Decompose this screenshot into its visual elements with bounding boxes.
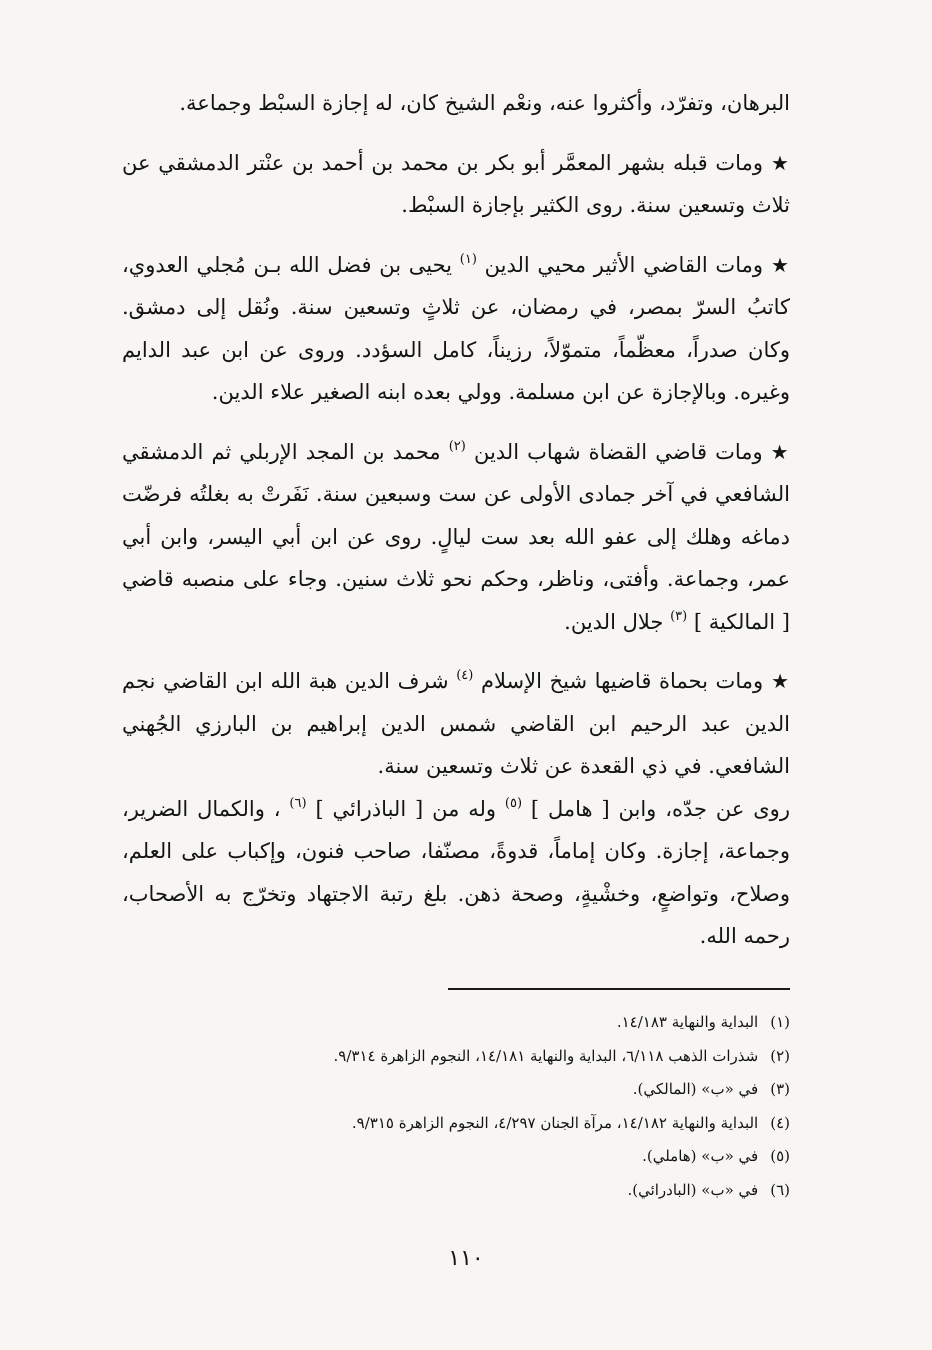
footnote-text: في «ب» (البادرائي). [627, 1180, 759, 1199]
paragraph-text: ومات قاضي القضاة شهاب الدين [473, 439, 763, 464]
paragraph-4 [122, 431, 790, 644]
footnote-item [122, 1107, 790, 1141]
footnote-number: (٢) [770, 1046, 790, 1065]
footnote-number: (٥) [770, 1147, 790, 1165]
paragraph-text: روى عن جدّه، وابن [ هامل ] [530, 796, 790, 821]
paragraph-text: يحيى بن فضل الله بـن مُجلي العدوي، كاتبُ السرّ بمصر، في رمضان، عن ثلاثٍ وتسعين سنة. ونُقل إلى دمشق. وكان صدراً، معظّماً، متموّلاً، رزيناً، كامل السؤدد. وروى عن ابن عبد الدايم وغيره. وبالإجازة عن ابن مسلمة. وولي بعده ابنه الصغير علاء الدين. [122, 252, 790, 404]
footnote-text: في «ب» (المالكي). [632, 1080, 759, 1098]
star-icon: ★ [770, 439, 790, 464]
footnote-number: (٣) [770, 1080, 790, 1098]
paragraph-text: شرف الدين هبة الله ابن القاضي نجم الدين عبد الرحيم ابن القاضي شمس الدين إبراهيم بن البارزي الجُهني الشافعي. في ذي القعدة عن ثلاث وتسعين سنة. [122, 669, 790, 778]
star-icon: ★ [771, 669, 790, 693]
star-icon: ★ [770, 150, 790, 175]
page-number: ١١٠ [448, 1246, 484, 1271]
footnote-text: البداية والنهاية ١٤/١٨٢، مرآة الجنان ٤/٢٩٧، النجوم الزاهرة ٩/٣١٥. [351, 1113, 759, 1132]
footnote-divider [448, 988, 790, 990]
paragraph-text: ومات القاضي الأثير محيي الدين [484, 252, 763, 277]
footnotes [122, 1006, 790, 1207]
paragraph-3 [122, 244, 790, 414]
footnote-item [122, 1140, 790, 1174]
footnote-number: (٤) [770, 1113, 790, 1132]
paragraph-text: ومات قبله بشهر المعمَّر أبو بكر بن محمد بن أحمد بن عنْتر الدمشقي عن ثلاث وتسعين سنة. روى الكثير بإجازة السبْط. [122, 150, 790, 217]
paragraph-1 [122, 82, 790, 125]
footnote-item [122, 1006, 790, 1040]
paragraph-6 [122, 788, 790, 958]
star-icon: ★ [771, 252, 790, 277]
paragraph-text: ، والكمال الضرير، وجماعة، إجازة. وكان إماماً، قدوةً، مصنّفا، صاحب فنون، وإكباب على العلم، وصلاح، وتواضعٍ، وخشْيةٍ، وصحة ذهن. بلغ رتبة الاجتهاد وتخرّج به الأصحاب، رحمه الله. [122, 796, 790, 948]
paragraph-5 [122, 660, 790, 788]
footnote-number: (١) [770, 1013, 790, 1031]
footnote-ref: (١) [459, 251, 477, 267]
footnote-ref: (٤) [456, 668, 474, 683]
footnote-ref: (٢) [448, 438, 466, 454]
footnote-number: (٦) [770, 1180, 790, 1199]
paragraph-text: وله من [ الباذرائي ] [315, 796, 496, 821]
footnote-text: في «ب» (هاملي). [642, 1147, 759, 1165]
paragraph-2 [122, 142, 790, 227]
footnote-text: شذرات الذهب ٦/١١٨، البداية والنهاية ١٤/١٨١، النجوم الزاهرة ٩/٣١٤. [333, 1046, 759, 1065]
footnote-ref: (٥) [504, 795, 523, 811]
footnote-ref: (٦) [289, 795, 307, 811]
footnote-item [122, 1040, 790, 1074]
paragraph-text: البرهان، وتفرّد، وأكثروا عنه، ونعْم الشيخ كان، له إجازة السبْط وجماعة. [179, 91, 790, 115]
paragraph-text: ومات بحماة قاضيها شيخ الإسلام [480, 669, 764, 693]
footnote-item [122, 1174, 790, 1208]
footnote-ref: (٣) [670, 608, 688, 624]
paragraph-text: محمد بن المجد الإربلي ثم الدمشقي الشافعي في آخر جمادى الأولى عن ست وسبعين سنة. نَفَرتْ به بغلتُه فرضّت دماغه وهلك إلى عفو الله بعد ست ليالٍ. روى عن ابن أبي اليسر، وابن أبي عمر، وجماعة. وأفتى، وناظر، وحكم نحو ثلاث سنين. وجاء على منصبه قاضي [ المالكية ] [122, 439, 790, 634]
footnote-item [122, 1073, 790, 1107]
footnote-text: البداية والنهاية ١٤/١٨٣. [616, 1013, 759, 1031]
main-text [122, 82, 790, 975]
paragraph-text: جلال الدين. [564, 609, 664, 634]
